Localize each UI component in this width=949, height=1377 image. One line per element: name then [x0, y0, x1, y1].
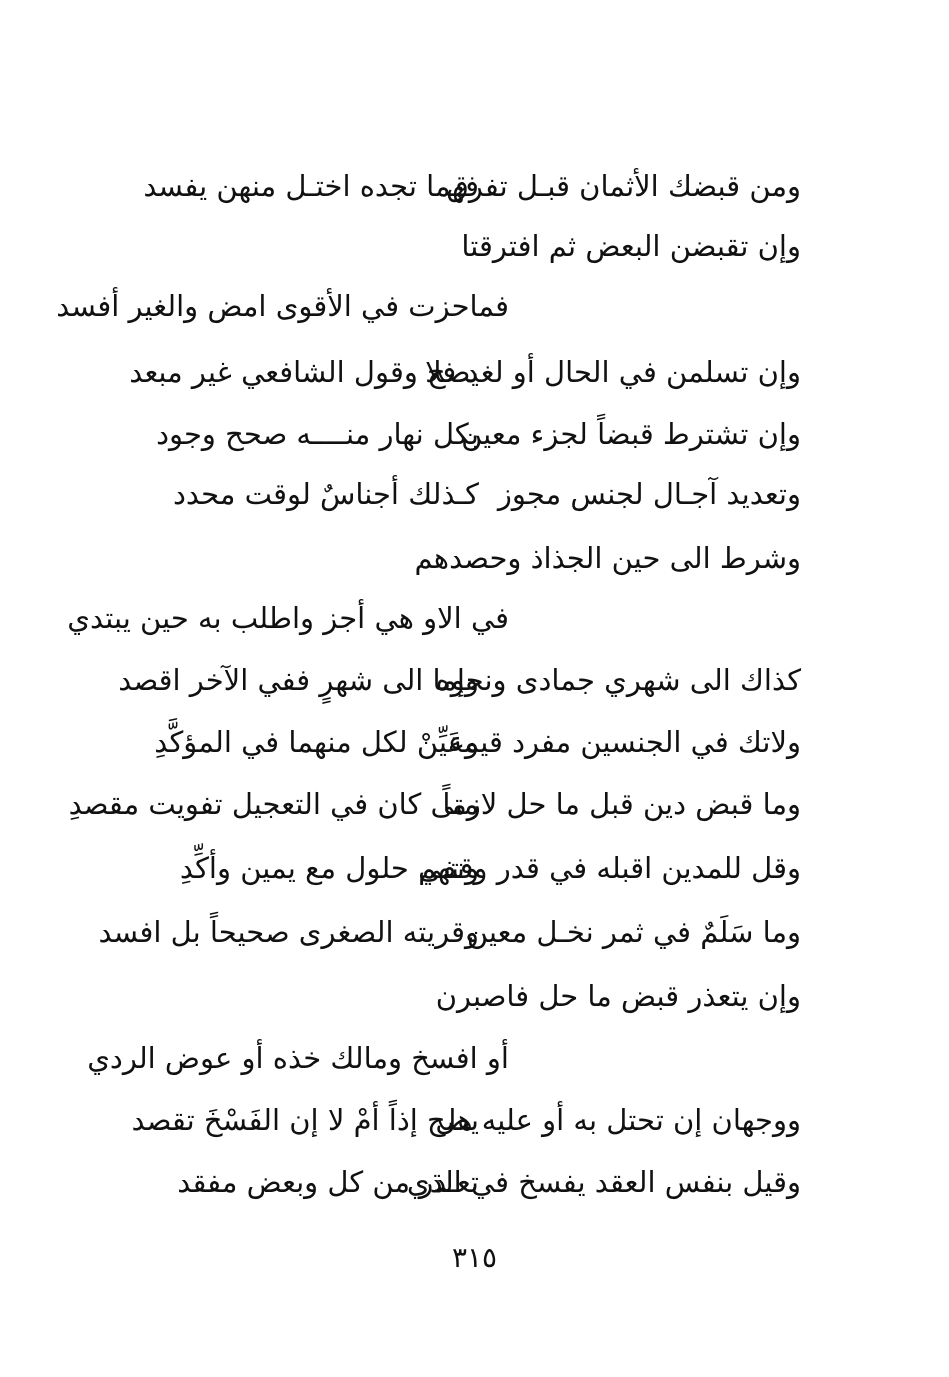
verse-3-first-hemistich: وإن تسلمن في الحال أو لغد فلا [425, 355, 801, 389]
verse-9-second-hemistich: متى كان في التعجيل تفويت مقصدِ [68, 787, 479, 821]
verse-8-second-hemistich: وعَيِّنْ لكل منهما في المؤكَّدِ [154, 725, 479, 759]
verse-12-first-hemistich: وإن يتعذر قبض ما حل فاصبرن [435, 979, 801, 1013]
verse-1-first-hemistich: ومن قبضك الأثمان قبـل تفرق [446, 169, 801, 203]
verse-13-first-hemistich: ووجهان إن تحتل به أو عليه هل [435, 1103, 801, 1137]
verse-14-first-hemistich: وقيل بنفس العقد يفسخ في الذي [406, 1165, 801, 1199]
verse-13-second-hemistich: يصح إذاً أمْ لا إن الفَسْخَ تقصد [131, 1103, 479, 1137]
verse-11-second-hemistich: وقريته الصغرى صحيحاً بل افسد [98, 915, 479, 949]
verse-7-second-hemistich: وإما الى شهرٍ ففي الآخر اقصد [118, 663, 479, 697]
verse-8-first-hemistich: ولاتك في الجنسين مفرد قيمة [447, 725, 801, 759]
verse-10-second-hemistich: ونفي حلول مع يمين وأكِّدِ [179, 851, 479, 885]
verse-5-second-hemistich: كـذلك أجناسٌ لوقت محدد [173, 477, 479, 511]
verse-10-first-hemistich: وقل للمدين اقبله في قدر وقتهم [418, 851, 801, 885]
verse-6-first-hemistich: وشرط الى حين الجذاذ وحصدهم [414, 541, 801, 575]
verse-3-second-hemistich: يصح وقول الشافعي غير مبعد [129, 355, 479, 389]
verse-4-second-hemistich: بكل نهار منــــه صحح وجود [156, 417, 479, 451]
verse-12-second-hemistich: أو افسخ ومالك خذه أو عوض الردي [87, 1041, 509, 1075]
page-number: ٣١٥ [451, 1241, 498, 1274]
verse-11-first-hemistich: وما سَلَمٌ في ثمر نخـل معين [466, 915, 801, 949]
verse-2-second-hemistich: فماحزت في الأقوى امض والغير أفسد [56, 289, 509, 323]
verse-9-first-hemistich: وما قبض دين قبل ما حل لازماً [442, 787, 801, 821]
verse-5-first-hemistich: وتعديد آجـال لجنس مجوز [497, 477, 801, 511]
verse-14-second-hemistich: تعـذر من كل وبعض مفقد [177, 1165, 479, 1199]
verse-6-second-hemistich: في الاو هي أجز واطلب به حين يبتدي [67, 601, 509, 635]
verse-4-first-hemistich: وإن تشترط قبضاً لجزء معين [461, 417, 801, 451]
verse-7-first-hemistich: كذاك الى شهري جمادى ونحوه [435, 663, 801, 697]
verse-2-first-hemistich: وإن تقبضن البعض ثم افترقتا [461, 229, 801, 263]
verse-1-second-hemistich: فهما تجده اختـل منهن يفسد [143, 169, 479, 203]
